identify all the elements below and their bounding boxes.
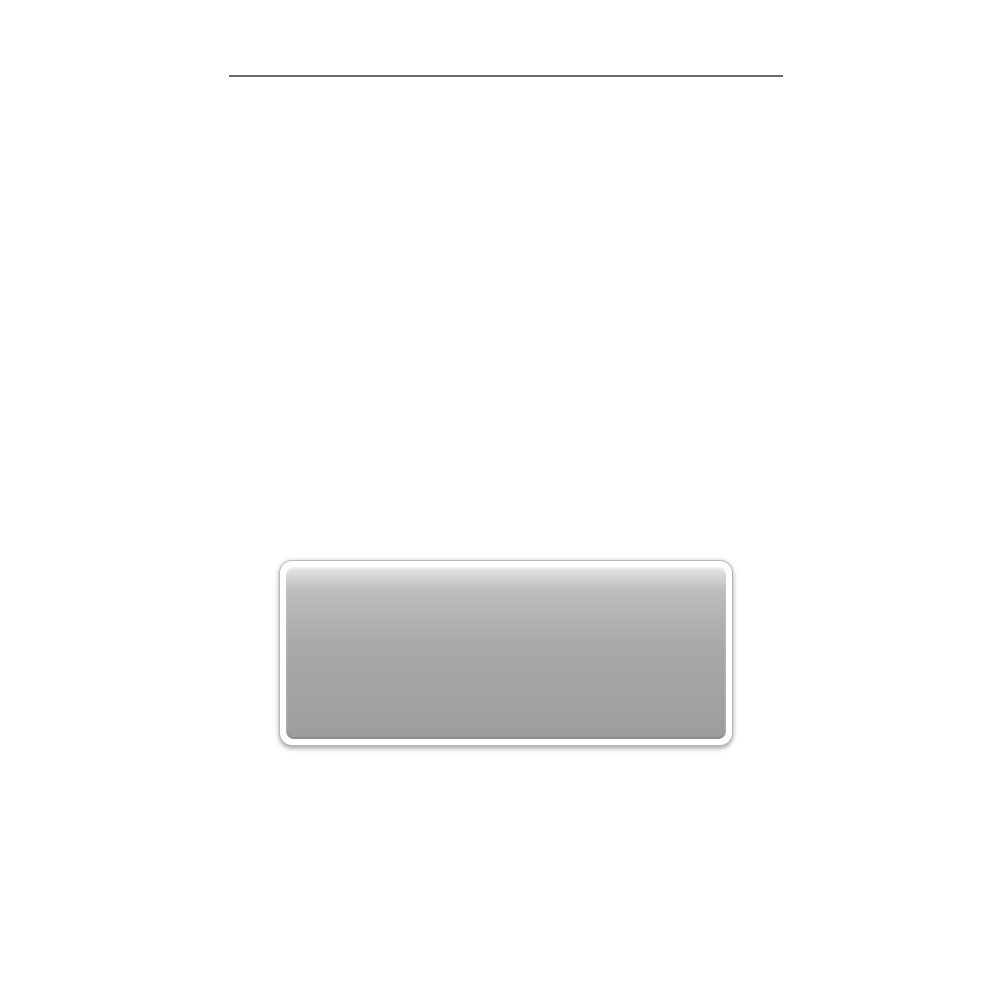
note-box-background xyxy=(286,567,726,739)
running-header xyxy=(229,54,783,76)
header-rule xyxy=(229,75,783,77)
note-box xyxy=(280,561,732,745)
